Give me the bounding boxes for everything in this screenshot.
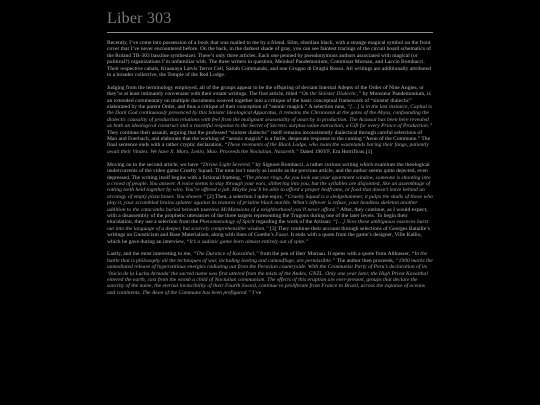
quote: “[…] Now these ambiguous essences burst out into the language of a deeper, but scarcely comprehensible wisdom.”	[107, 219, 429, 232]
text-run: After, they continue, as I would expect, with a disassembly of the prophetic utterances of the three targets representing the Trugons during one of the later levels. To begin their elucidation, they use a selection from the	[107, 206, 428, 226]
article-title-durance-of-kavaithal: “The Durance of Kavaithal,”	[193, 251, 259, 258]
text-run: by Signore Bombacci, a rather curious writing which examines the theological undercurrents of the video game Cruelty Squad. The tone isn’t nearly as hostile as the previous article, and the author seems quite dejected, even depressed. The writing itself begins with a fictional framing,	[107, 161, 430, 181]
quote: “[…] is in the last instance, Capital is the Dark God continuously presenced by this Sinister Ideological Apparatus, it remains the Chronozon at the gates of the Abyss, confounding the dialectic causality of production relations with feel from the malignant seasonality of anarchy in production. The Acausal has been here revealed as both an ideological construct and a resentful response to the Secret of Secrets: surplus-value extraction, a Gift for every Prince of Production.”	[107, 104, 433, 130]
text-run: I’ve	[250, 289, 262, 296]
quote: “1900 marks the unmediated release of hyperstitious energies radiating out from the Peruvian countryside. With the Communist Party of Peru’s declaration of its ‘Inicio de la Lucha Armada’ the sacred name was first uttered from the mists of the Andes, GNZL. Only one year later, the High Priest Kavaithal entered the earth, cast from the womb a child of Noctulian communism. The effects of this eruption are ever-present, groups that declare the sanctity of the name, the eternal invincibility of their Fourth Sword, continue to proliferate from France to Brazil, across the expanse of oceans and continents. The Aeon of the Commune has been prefigured.”	[107, 257, 433, 296]
paragraph-intro: Recently, I’ve come into possession of a book that was mailed to me by a friend. Slim, obsidian black, with a strange magical symbol on the front cover that I’ve never encountered before. On the back, in the darkest shade of gray, you can see faintest tracings of the circuit board schematics of the Roland TB-303 bassline synthesizer. There’s only three articles. Each one penned by pseudonymous authors associated with magical (or political?) organizations I’m unfamiliar with. The three writers in question, Meinhof Pandemonium, Commisar Murnau, and Laccio Bombacci. Their respective cabals, Kraanaya Latvis Terror Cell, Saloth Commando, and one Gruppo di Draghi Rosso. All writings are additionally attributed to a broader collective, the Temple of the Red Lodge.	[107, 40, 432, 79]
article-title-divine-light-severed: “Divine Light Severed,”	[199, 161, 255, 168]
header-rule	[107, 32, 433, 33]
article-body	[107, 40, 433, 303]
article-title-sinister-dialectic: “On the Sinister Dialectic,”	[298, 91, 362, 98]
site-title[interactable]: Liber 303	[107, 10, 172, 27]
text-run: The author then proceeds,	[335, 257, 396, 264]
quote: “In the battle that is philosophy all the techniques of war, including looting and camouflage, are permissible.”	[107, 251, 428, 264]
quote: “It’s a sadistic game born almost entirely out of spite.”	[186, 238, 309, 245]
book-title: Phenomenology of Spirit	[199, 219, 255, 226]
text-run: Judging from the terminology employed, all of the groups appear to be the offspring of deviant Internal Adepts of the Order of Nine Angles, or they’re at least intimately conversant with their extant writings. The first article, titled	[107, 84, 424, 98]
book-title: Faust	[275, 232, 288, 239]
quote: “Cruelty Squad is a sledgehammer, it pulps the skulls of those who play it, your scrambled brains splatter against its textures of pristine black marble. What’s leftover is refuse, your headless skeleton another addition to the catacombs buried beneath tasteless McMansions of a neighborhood you’ll never afford.”	[107, 193, 433, 213]
text-run: [3] They continue their account through selections of Georges Bataille’s writings on Gnosticism and Base Materialism, along with lines of Goethe’s	[107, 225, 430, 239]
text-run: They continue their assault, arguing that the professed “sinister dialectic” itself remains inconsistently dialectical through careful selections of Mao and Fuerbach, and elaborate that the working of “aeonic magick” is a futile, desperate response to the coming “Aeon of the Commune.” The final sentence ends with a rather cryptic declaration,	[107, 129, 431, 149]
paragraph-third-article	[107, 251, 433, 296]
quote: “The phone rings. As you look out your apartment window, someone is shooting into a crowd of people. You answer. A voice seems to stay through your ears, slithering into you, but the syllables are disjointed, like an assemblage of rotting teeth held together by wire. You’re offered a job. Maybe you’ll be able to afford a proper bedframe, or food that doesn’t leave behind an arcology of empty pizza boxes. You shower.”	[107, 174, 431, 200]
text-run: Moving on to the second article, we have	[107, 161, 200, 168]
text-run: regarding the work of the Artisan:	[254, 219, 333, 226]
text-run: Dated 196YF, Era Horrificus.[1]	[298, 148, 373, 155]
quote: “These revenants of the Black Lodge, who roam the wastelands baring their fangs, patiently await their Vindex. We have X. Marx, Lenin, Mao. Proceeds the Noctulian, Nazareth.”	[107, 142, 429, 155]
document-page	[107, 0, 433, 405]
text-run: from the pen of Herr Murnau. It opens with a quote from Althusser,	[258, 251, 412, 258]
text-run: by Monsieur Pandemonium, is an extended commentary on multiple documents weaved together into a critique of the basic conceptual framework of “sinister dialectic” elaborated by the parent Order, and thus a critique of their conception of “aeonic magick.” A selection runs,	[107, 91, 431, 111]
paragraph-second-article	[107, 162, 433, 245]
text-run: Lastly, and the most interesting to me,	[107, 251, 194, 258]
text-run: . It ends with a quote from the game’s designer, Ville Kallio, which he gave during an interview,	[107, 232, 422, 245]
text-run: [2] Then, a selection I quite enjoy,	[205, 193, 285, 200]
paragraph-first-article	[107, 85, 433, 155]
